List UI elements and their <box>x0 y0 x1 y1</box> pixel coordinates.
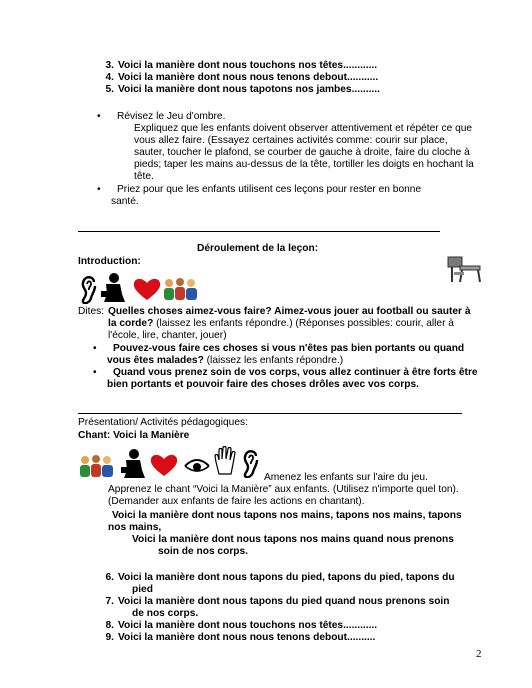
pray-bullet: • Priez pour que les enfants utilisent ces leçons pour rester en bonne santé. <box>97 184 422 207</box>
instruction-block: Apprenez le chant “Voici la Manière” aux enfants. (Utilisez n'importe quel ton). (Demander aux enfants de faire les actions en chantant). <box>108 484 459 507</box>
children-group-icon <box>162 277 200 303</box>
dites-label: Dites: <box>78 306 105 317</box>
list-item: 5. Voici la manière dont nous tapotons nos jambes.......... <box>105 84 380 95</box>
eye-icon <box>183 458 211 478</box>
bottom-list <box>100 572 510 644</box>
silhouette-icon <box>120 448 146 480</box>
review-text: Expliquez que les enfants doivent observer attentivement et répéter ce que vous allez faire. (Essayez certaines activités comme: courir sur place, sauter, toucher le plafond, se courber de gauche à droite, faire du cloche à pieds; taper les mains au-dessus de la tête, tortiller les doigts en hochant la tête. <box>134 123 474 182</box>
presentation-label: Présentation/ Activités pédagogiques: <box>78 417 248 428</box>
heart-icon <box>133 277 161 301</box>
list-item: 9. Voici la manière dont nous nous tenons debout.......... <box>105 632 376 643</box>
list-item: 7. Voici la manière dont nous tapons du pied quand nous prenons soin de nos corps. <box>105 596 450 619</box>
review-bullet: • Révisez le Jeu d'ombre. <box>97 111 226 122</box>
chant-title: Chant: Voici la Manière <box>78 430 190 441</box>
silhouette-icon <box>100 272 126 304</box>
introduction-label: Introduction: <box>78 256 141 267</box>
lesson-heading: Déroulement de la leçon: <box>197 243 319 254</box>
hand-icon <box>213 446 237 476</box>
question-1: Quelles choses aimez-vous faire? Aimez-vous jouer au football ou sauter à la corde? (laissez les enfants répondre.) (Réponses possibles: courir, aller à l'école, lire, chanter, jouer) <box>108 306 471 341</box>
list-item: 6. Voici la manière dont nous tapons du pied, tapons du pied, tapons du pied <box>105 572 455 595</box>
ear-icon <box>240 448 262 478</box>
top-list <box>100 60 380 96</box>
review-title: Révisez le Jeu d'ombre. <box>117 111 226 122</box>
classroom-desk-icon <box>446 254 484 284</box>
list-item: 4. Voici la manière dont nous nous tenons debout........... <box>105 72 379 83</box>
list-item: 3. Voici la manière dont nous touchons nos têtes............ <box>105 60 378 71</box>
ear-icon <box>78 274 100 304</box>
children-group-icon <box>78 454 116 480</box>
question-3: • Quand vous prenez soin de vos corps, vous allez continuer à être forts être bien portants et pouvoir faire des choses drôles avec vos corps. <box>93 367 478 390</box>
instruction-line-1: Amenez les enfants sur l'aire du jeu. <box>264 472 428 483</box>
section-divider <box>78 413 462 414</box>
page-number: 2 <box>476 648 482 660</box>
list-item: 8. Voici la manière dont nous touchons nos têtes............ <box>105 620 378 631</box>
verse-1: Voici la manière dont nous tapons nos mains, tapons nos mains, tapons nos mains, Voici la manière dont nous tapons nos mains quand nous prenons soin de nos corps. <box>108 510 462 557</box>
heart-icon <box>150 453 178 477</box>
question-2: • Pouvez-vous faire ces choses si vous n'êtes pas bien portants ou quand vous êtes malades? (laissez les enfants répondre.) <box>93 343 465 366</box>
section-divider <box>78 231 440 232</box>
